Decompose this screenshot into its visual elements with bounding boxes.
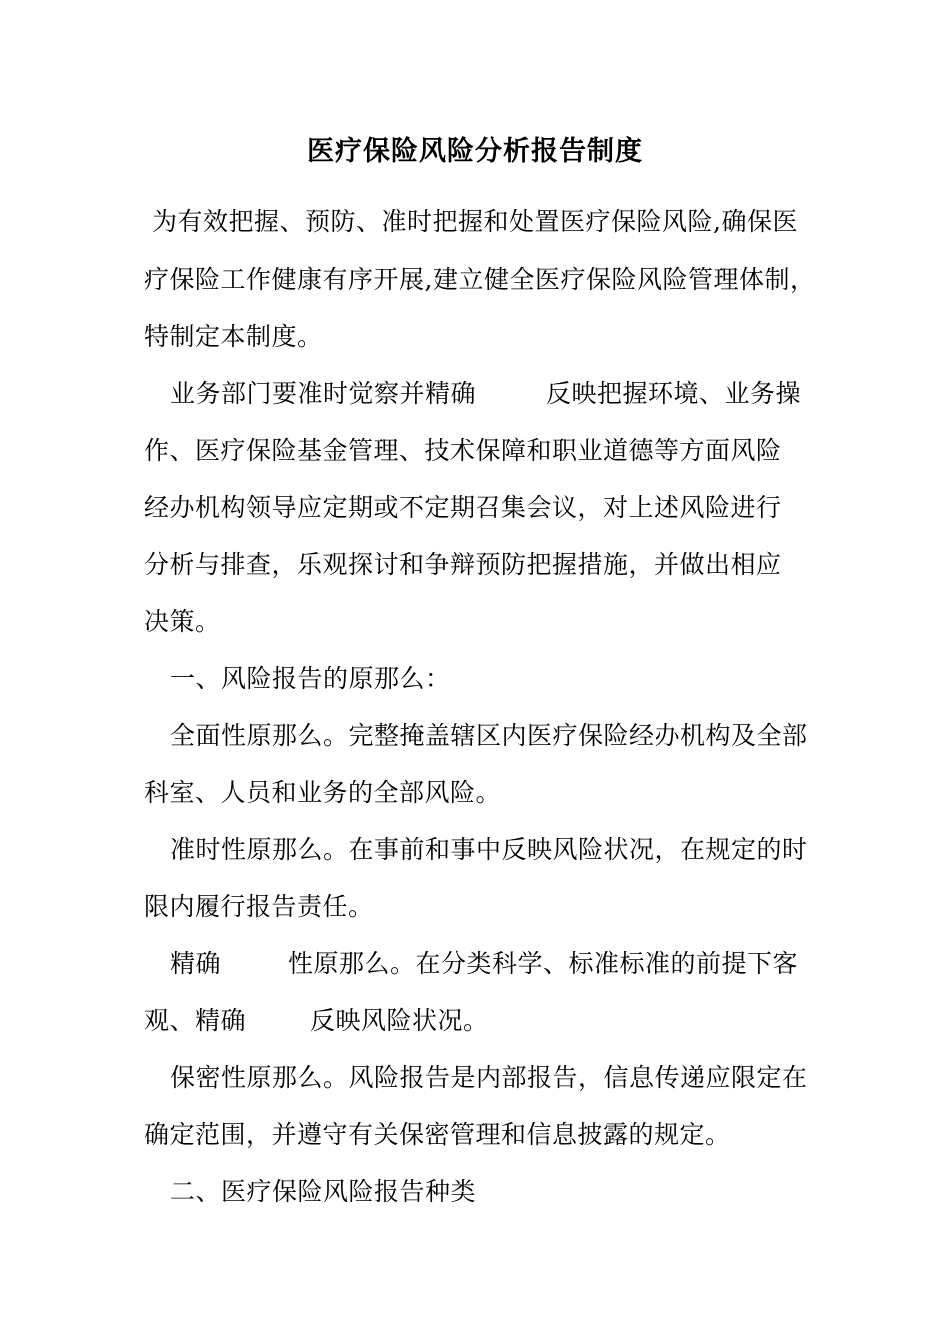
paragraph-line: 科室、人员和业务的全部风险。 — [144, 778, 502, 807]
paragraph-line: 特制定本制度。 — [144, 322, 323, 351]
paragraph-line: 确定范围，并遵守有关保密管理和信息披露的规定。 — [144, 1120, 731, 1149]
paragraph-line: 为有效把握、预防、准时把握和处置医疗保险风险,确保医 — [152, 207, 798, 236]
paragraph-line: 观、精确 — [144, 1006, 247, 1035]
paragraph-line: 精确 — [170, 949, 222, 978]
paragraph-line: 分析与排查，乐观探讨和争辩预防把握措施，并做出相应 — [144, 550, 782, 579]
paragraph-line: 全面性原那么。完整掩盖辖区内医疗保险经办机构及全部 — [170, 721, 808, 750]
paragraph-line: 性原那么。在分类科学、标准标准的前提下客 — [288, 949, 799, 978]
paragraph-line: 疗保险工作健康有序开展,建立健全医疗保险风险管理体制， — [144, 265, 816, 294]
section-heading: 二、医疗保险风险报告种类 — [170, 1177, 477, 1206]
section-heading: 一、风险报告的原那么： — [170, 664, 451, 693]
paragraph-line: 保密性原那么。风险报告是内部报告，信息传递应限定在 — [170, 1063, 808, 1092]
document-title: 医疗保险风险分析报告制度 — [307, 136, 643, 167]
paragraph-line: 反映风险状况。 — [310, 1006, 489, 1035]
paragraph-line: 限内履行报告责任。 — [144, 892, 374, 921]
paragraph-line: 反映把握环境、业务操 — [546, 379, 802, 408]
paragraph-line: 业务部门要准时觉察并精确 — [170, 379, 477, 408]
paragraph-line: 准时性原那么。在事前和事中反映风险状况，在规定的时 — [170, 835, 808, 864]
paragraph-line: 经办机构领导应定期或不定期召集会议，对上述风险进行 — [144, 493, 782, 522]
paragraph-line: 决策。 — [144, 607, 221, 636]
paragraph-line: 作、医疗保险基金管理、技术保障和职业道德等方面风险 — [144, 436, 782, 465]
